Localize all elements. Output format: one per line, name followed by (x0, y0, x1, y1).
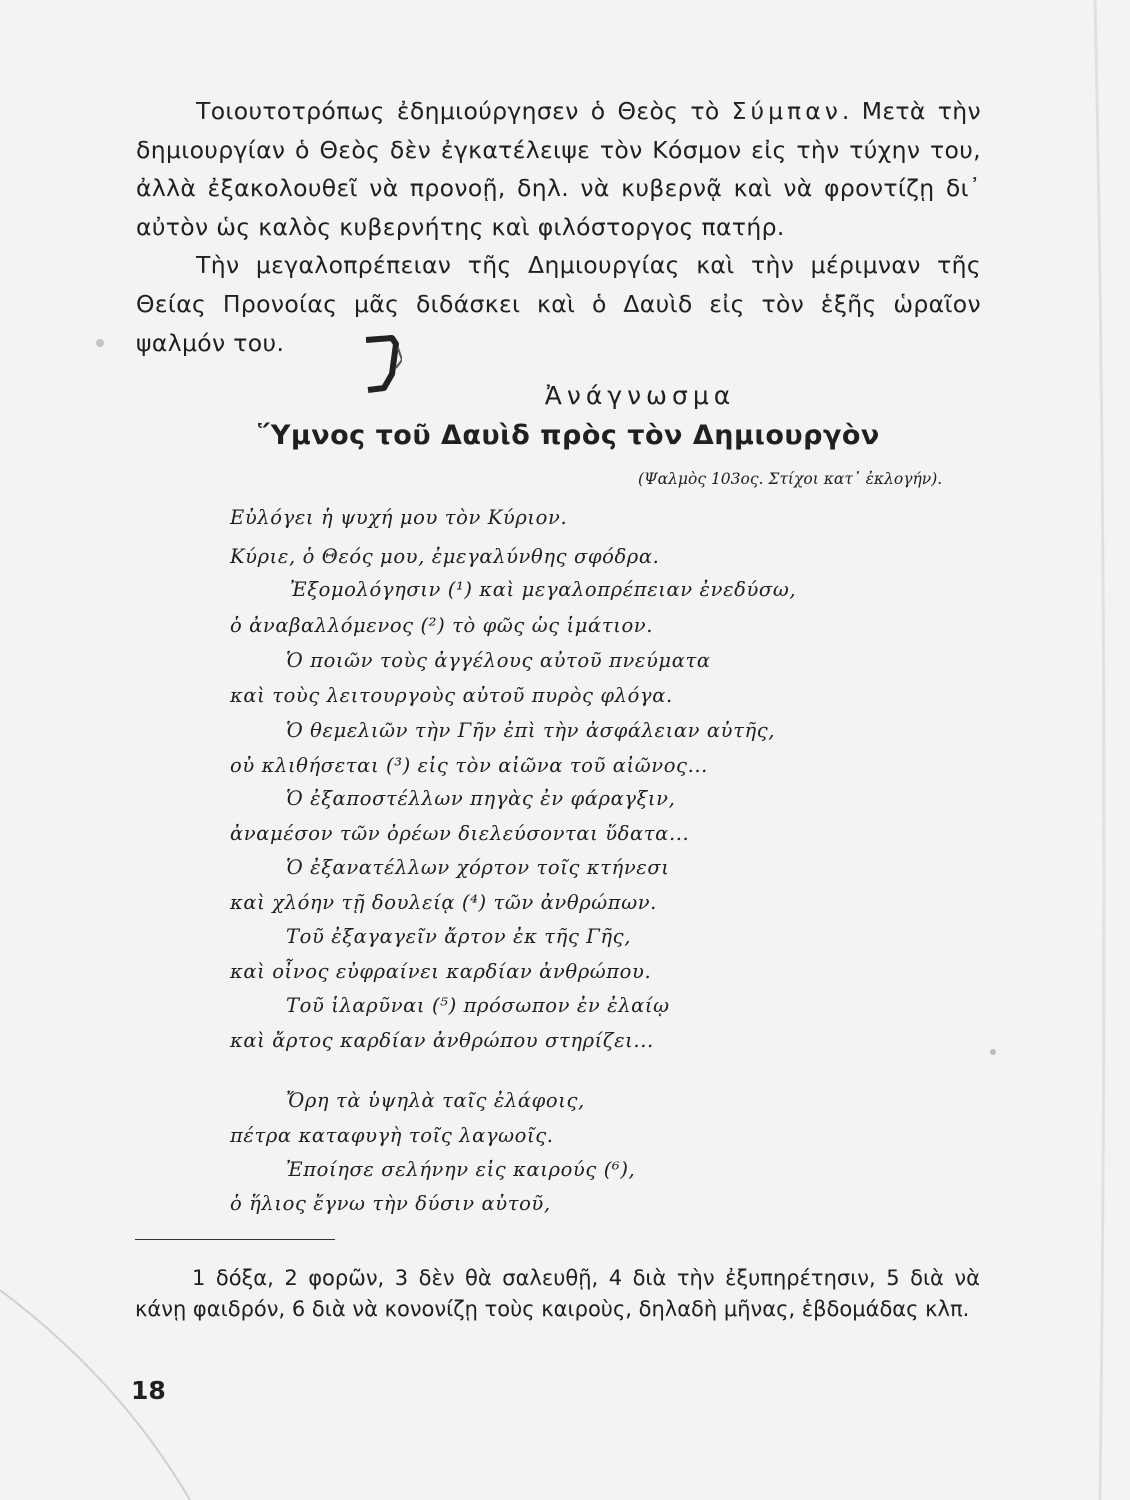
verse-line: Εὐλόγει ἡ ψυχή μου τὸν Κύριον. (230, 506, 568, 529)
verse-line: Ἐξομολόγησιν (¹) καὶ μεγαλοπρέπειαν ἐνεδύσω, (290, 578, 797, 601)
verse-line: καὶ τοὺς λειτουργοὺς αὐτοῦ πυρὸς φλόγα. (230, 684, 673, 707)
psalm-source: (Ψαλμὸς 103ος. Στίχοι κατ᾿ ἐκλογήν). (638, 470, 943, 488)
paragraph-1 (136, 92, 981, 246)
hymn-title: Ὕμνος τοῦ Δαυὶδ πρὸς τὸν Δημιουργὸν (258, 420, 880, 451)
verse-line: Τοῦ ἱλαρῦναι (⁵) πρόσωπον ἐν ἐλαίῳ (286, 994, 670, 1017)
paragraph-1-rest: . Μετὰ τὴν δημιουργίαν ὁ Θεὸς δὲν ἐγκατέλειψε τὸν Κόσμον εἰς τὴν τύχην του, ἀλλὰ ἐξακολουθεῖ νὰ προνοῇ, δηλ. νὰ κυβερνᾷ καὶ νὰ φροντίζῃ δι᾿ αὐτὸν ὡς καλὸς κυβερνήτης καὶ φιλόστοργος πατήρ. (136, 97, 981, 241)
verse-line: ἀναμέσον τῶν ὀρέων διελεύσονται ὕδατα... (230, 822, 690, 845)
verse-line: Ἐποίησε σελήνην εἰς καιρούς (⁶), (286, 1158, 636, 1181)
verse-line: Κύριε, ὁ Θεός μου, ἐμεγαλύνθης σφόδρα. (230, 545, 660, 568)
verse-line: ὁ ἥλιος ἔγνω τὴν δύσιν αὐτοῦ, (230, 1192, 551, 1215)
footnotes (135, 1263, 980, 1325)
paragraph-1-emphasis: Σύμπαν (731, 97, 842, 125)
paragraph-2: Τὴν μεγαλοπρέπειαν τῆς Δημιουργίας καὶ τὴν μέριμναν τῆς Θείας Προνοίας μᾶς διδάσκει καὶ ὁ Δαυὶδ εἰς τὸν ἑξῆς ὡραῖον ψαλμόν του. (136, 251, 981, 357)
verse-line: ὁ ἀναβαλλόμενος (²) τὸ φῶς ὡς ἱμάτιον. (230, 614, 654, 637)
footnotes-text: 1 δόξα, 2 φορῶν, 3 δὲν θὰ σαλευθῇ, 4 διὰ τὴν ἐξυπηρέτησιν, 5 διὰ νὰ κάνῃ φαιδρόν, 6 διὰ νὰ κονονίζῃ τοὺς καιροὺς, δηλαδὴ μῆνας, ἑβδομάδας κλπ. (135, 1266, 980, 1321)
paragraph-1-intro: Τοιουτοτρόπως ἐδημιούργησεν ὁ Θεὸς τὸ (196, 97, 732, 125)
footnote-divider (135, 1239, 335, 1240)
verse-line: Ὁ ἐξανατέλλων χόρτον τοῖς κτήνεσι (286, 856, 670, 879)
reading-heading: Ἀνάγνωσμα (544, 381, 736, 410)
verse-line: καὶ ἄρτος καρδίαν ἀνθρώπου στηρίζει... (230, 1029, 654, 1052)
verse-line: Ὁ ποιῶν τοὺς ἀγγέλους αὐτοῦ πνεύματα (286, 649, 711, 672)
verse-line: καὶ οἶνος εὐφραίνει καρδίαν ἀνθρώπου. (230, 960, 652, 983)
verse-line: καὶ χλόην τῇ δουλείᾳ (⁴) τῶν ἀνθρώπων. (230, 891, 657, 914)
verse-line: πέτρα καταφυγὴ τοῖς λαγωοῖς. (230, 1124, 554, 1147)
verse-line: Ὄρη τὰ ὑψηλὰ ταῖς ἐλάφοις, (286, 1089, 585, 1112)
verse-line: Ὁ ἐξαποστέλλων πηγὰς ἐν φάραγξιν, (286, 787, 676, 810)
verse-line: Τοῦ ἐξαγαγεῖν ἄρτον ἐκ τῆς Γῆς, (286, 925, 631, 948)
body-text (136, 92, 981, 362)
page-number: 18 (131, 1376, 166, 1405)
verse-line: οὐ κλιθήσεται (³) εἰς τὸν αἰῶνα τοῦ αἰῶνος... (230, 754, 708, 777)
verse-line: Ὁ θεμελιῶν τὴν Γῆν ἐπὶ τὴν ἀσφάλειαν αὐτῆς, (286, 719, 776, 742)
